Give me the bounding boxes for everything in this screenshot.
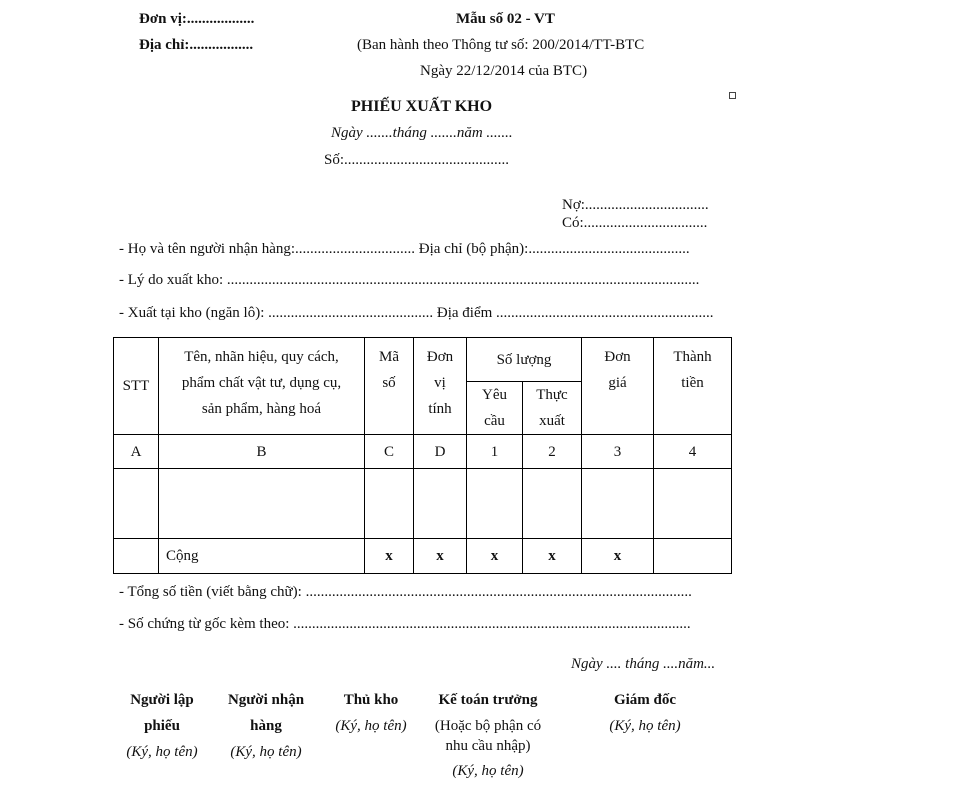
x-mark: x: [523, 539, 582, 574]
header-amount: Thành tiền: [654, 338, 732, 435]
x-mark: x: [414, 539, 467, 574]
issued-by: (Ban hành theo Thông tư số: 200/2014/TT-BTC: [357, 37, 645, 53]
code-row: [114, 435, 732, 469]
signature-director: Giám đốc (Ký, họ tên): [609, 692, 681, 734]
form-number: Mẫu số 02 - VT: [456, 11, 555, 27]
header-stt: STT: [114, 338, 159, 435]
header-code: Mã số: [365, 338, 414, 435]
attachments-line: - Số chứng từ gốc kèm theo: ..........................................................................................................: [119, 616, 691, 632]
empty-cell: [467, 469, 523, 539]
page-title: PHIẾU XUẤT KHO: [351, 98, 493, 115]
voucher-number: Số:............................................: [324, 152, 510, 168]
empty-cell: [159, 469, 365, 539]
code-cell: 1: [467, 435, 523, 469]
x-mark: x: [582, 539, 654, 574]
code-cell: 2: [523, 435, 582, 469]
address-field: Địa chỉ:.................: [139, 37, 254, 53]
signature-chief-accountant: Kế toán trưởng (Hoặc bộ phận có nhu cầu nhập) (Ký, họ tên): [434, 692, 542, 779]
total-row: [114, 539, 732, 574]
date-line: Ngày .......tháng .......năm .......: [331, 125, 513, 141]
header-quantity: Số lượng: [467, 338, 582, 382]
header-unit-price: Đơn giá: [582, 338, 654, 435]
code-cell: D: [414, 435, 467, 469]
code-cell: A: [114, 435, 159, 469]
debit-account: Nợ:.................................: [562, 197, 709, 213]
sign-date-line: Ngày .... tháng ....năm...: [571, 656, 716, 672]
header-unit: Đơn vị tính: [414, 338, 467, 435]
table-row: [114, 469, 732, 539]
credit-account: Có:.................................: [562, 215, 708, 231]
empty-cell: [523, 469, 582, 539]
code-cell: B: [159, 435, 365, 469]
issued-date: Ngày 22/12/2014 của BTC): [420, 63, 588, 79]
header-actual: Thực xuất: [523, 382, 582, 435]
header-requested: Yêu cầu: [467, 382, 523, 435]
empty-cell: [654, 469, 732, 539]
warehouse-line: - Xuất tại kho (ngăn lô): ............................................ Địa điểm ..........................................................: [119, 305, 714, 321]
items-table: [113, 337, 732, 574]
anchor-marker-icon: [729, 92, 736, 99]
empty-cell: [654, 539, 732, 574]
empty-cell: [414, 469, 467, 539]
code-cell: C: [365, 435, 414, 469]
total-label: Cộng: [159, 539, 365, 574]
signature-keeper: Thủ kho (Ký, họ tên): [335, 692, 407, 734]
reason-line: - Lý do xuất kho: ..............................................................................................................................: [119, 272, 700, 288]
empty-cell: [114, 469, 159, 539]
code-cell: 3: [582, 435, 654, 469]
empty-cell: [114, 539, 159, 574]
signature-receiver: Người nhận hàng (Ký, họ tên): [227, 692, 305, 760]
empty-cell: [582, 469, 654, 539]
unit-field: Đơn vị:..................: [139, 11, 255, 27]
code-cell: 4: [654, 435, 732, 469]
header-name: Tên, nhãn hiệu, quy cách, phẩm chất vật tư, dụng cụ, sản phẩm, hàng hoá: [159, 338, 365, 435]
total-in-words-line: - Tổng số tiền (viết bằng chữ): .......................................................................................................: [119, 584, 692, 600]
receiver-line: - Họ và tên người nhận hàng:................................ Địa chỉ (bộ phận):...........................................: [119, 241, 690, 257]
signature-preparer: Người lập phiếu (Ký, họ tên): [126, 692, 198, 760]
empty-cell: [365, 469, 414, 539]
x-mark: x: [467, 539, 523, 574]
x-mark: x: [365, 539, 414, 574]
